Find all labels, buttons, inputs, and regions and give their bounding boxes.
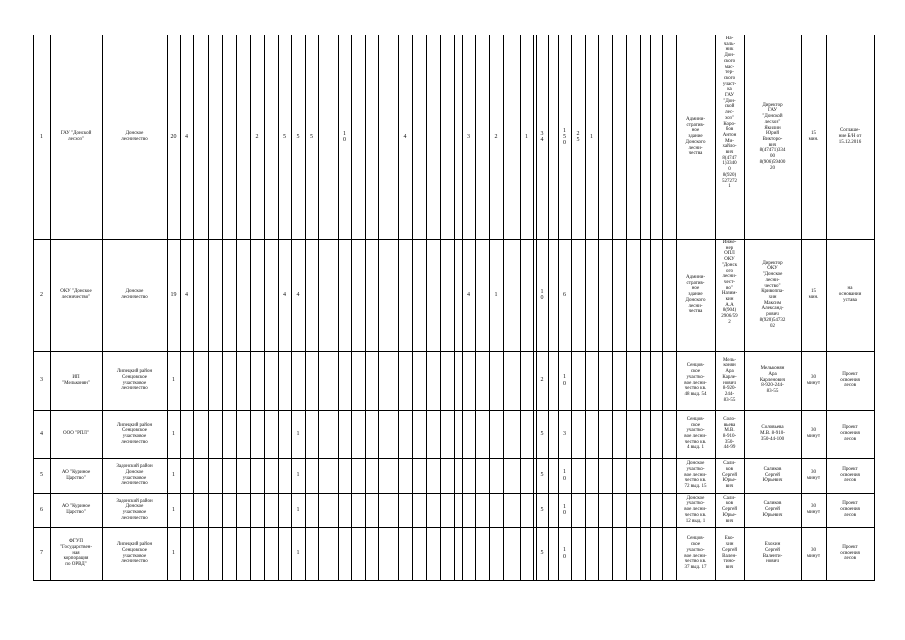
row-3-forestry: Липецкий район Сенцовское участковое лесничество <box>116 369 153 392</box>
row-3-value: 1 0 <box>563 374 566 387</box>
row-1-organization: ГАУ "Донской лесхоз" <box>60 131 92 142</box>
row-1-value: 3 <box>467 133 470 140</box>
row-3-location: Сенцов- ское участко- вое лесни- чество кв. 48 выд. 54 <box>684 363 707 397</box>
row-6-value: 1 0 <box>563 503 566 516</box>
row-6-organization: АО "Куриное Царство" <box>61 504 91 515</box>
grid-vertical-line <box>318 35 319 580</box>
row-5-value: 5 <box>540 472 544 479</box>
row-4-basis: Проект освоения лесов <box>840 425 860 442</box>
row-6-director: Саликов Сергей Юрьевич <box>762 501 783 518</box>
row-5-basis: Проект освоения лесов <box>840 466 860 484</box>
grid-vertical-line <box>378 35 379 580</box>
row-7-value: 5 <box>540 550 544 557</box>
row-1-location: Админи- стратив- ное здание Донского лесни- чества <box>685 117 706 157</box>
row-4-responsible: Соло- вьева М.В. 8-910- 350- 44-99 <box>722 416 737 451</box>
row-1-value: 4 <box>185 133 188 140</box>
grid-vertical-line <box>662 35 663 580</box>
grid-vertical-line <box>475 35 476 580</box>
row-1-value: 5 <box>310 133 313 140</box>
grid-vertical-line <box>650 35 651 580</box>
row-1-value: 1 5 0 <box>563 127 566 147</box>
row-4-location: Сенцов- ское участко- вое лесни- чество кв. 4 выд. 1 <box>684 416 707 451</box>
row-7-organization: ФГУП "Государствен- ная корпорация по ОРВД" <box>59 539 92 568</box>
row-1-value: 2 5 <box>576 130 580 143</box>
row-2-number: 2 <box>40 291 43 298</box>
row-1-value: 2 <box>255 133 259 140</box>
row-2-director: Директор ОКУ "Донское лесни- чество" Кривоппа- хин Максим Александ- рович 8(920)54732 02 <box>759 260 786 329</box>
row-1-director: Директор ГАУ "Донской лесхоз" Якилин Юрий Викторо- вич 8(47471)334 00 8(906)59400 20 <box>759 102 786 171</box>
row-4-value: 3 <box>563 430 566 437</box>
row-3-value: 2 <box>540 377 544 384</box>
row-7-director: Ехохин Сергей Валенти- нович <box>762 542 783 565</box>
row-1-value: 5 <box>296 133 300 140</box>
row-2-value: 4 <box>185 291 188 298</box>
row-5-location: Донское участко- вое лесни- чество кв. 72 выд. 15 <box>684 461 707 490</box>
grid-vertical-line <box>365 35 366 580</box>
row-4-time: 30 минут <box>806 428 821 439</box>
row-7-value: 1 <box>172 550 175 557</box>
row-1-value: 20 <box>170 133 177 140</box>
row-4-organization: ООО "РПЛ" <box>63 431 89 437</box>
grid-vertical-line <box>236 35 237 580</box>
row-5-forestry: Задонский район Донское участковое лесничество <box>116 464 153 487</box>
grid-vertical-line <box>440 35 441 580</box>
grid-vertical-line <box>454 35 455 580</box>
grid-vertical-line <box>626 35 627 580</box>
row-2-responsible: Инже- нер ОПЛ ОКУ "Донск ого лесни- чест- во" Назим- кин А.А 8(904) 2906/59 2 <box>721 240 738 325</box>
row-7-responsible: Еко- хин Сергей Вален- тино- вич <box>722 536 737 570</box>
row-4-forestry: Липецкий район Сенцовское участковое лесничество <box>116 422 153 445</box>
row-5-number: 5 <box>40 472 43 479</box>
row-2-value: 4 <box>467 291 470 298</box>
row-6-forestry: Задонский район Донское участковое лесничество <box>116 498 153 521</box>
row-1-value: 1 <box>590 133 593 140</box>
row-4-value: 1 <box>296 430 300 437</box>
row-2-value: 4 <box>283 291 286 298</box>
row-7-forestry: Липецкий район Сенцовское участковое лесничество <box>116 542 153 565</box>
row-1-basis: Соглаше- ние Б/Н от 15.12.2016 <box>838 128 862 145</box>
row-5-time: 30 минут <box>806 469 821 481</box>
grid-vertical-line <box>612 35 613 580</box>
row-1-forestry: Донское лесничество <box>121 131 148 142</box>
row-7-value: 1 0 <box>563 547 566 560</box>
row-3-value: 1 <box>172 377 175 384</box>
grid-vertical-line <box>222 35 223 580</box>
row-4-value: 1 <box>172 430 175 437</box>
row-7-basis: Проект освоения лесов <box>840 544 860 562</box>
row-3-time: 30 минут <box>806 374 821 386</box>
row-1-value: 3 4 <box>540 130 544 143</box>
row-2-organization: ОКУ "Донское лесничество" <box>60 289 92 300</box>
row-2-value: 1 <box>494 291 498 298</box>
row-2-value: 1 0 <box>540 288 544 301</box>
grid-vertical-line <box>208 35 209 580</box>
row-5-value: 1 <box>296 472 300 479</box>
grid-vertical-line <box>264 35 265 580</box>
grid-vertical-line <box>548 35 549 580</box>
row-1-value: 5 <box>283 133 286 140</box>
row-1-value: 1 0 <box>343 130 346 143</box>
row-2-value: 19 <box>170 291 177 298</box>
row-2-value: 4 <box>296 291 300 298</box>
row-4-director: Соловьева М.В. 8-910- 350-44-100 <box>760 425 785 442</box>
row-2-value: 6 <box>563 291 566 298</box>
row-5-director: Саликов Сергей Юрьевич <box>762 466 783 484</box>
row-7-time: 30 минут <box>806 547 821 559</box>
row-1-responsible: На- чаль- ник Дон- ского мас- тер- ского участ- ка ГАУ "Дон- ской лес- хоз" Коро- бов Антон Ми- хайло- вич 8(4747 1)3340 0 8(920) 527272 1 <box>722 36 737 190</box>
row-4-number: 4 <box>40 430 43 437</box>
row-7-number: 7 <box>40 550 43 557</box>
row-3-number: 3 <box>40 377 43 384</box>
row-1-time: 15 мин. <box>808 131 819 142</box>
row-1-value: 2 <box>494 133 498 140</box>
row-6-responsible: Сали- ков Сергей Юрье- вич <box>722 495 737 524</box>
grid-vertical-line <box>193 35 194 580</box>
row-5-responsible: Сали- ков Сергей Юрье- вич <box>722 461 737 490</box>
row-7-value: 1 <box>296 550 300 557</box>
grid-vertical-line <box>533 35 534 580</box>
grid-vertical-line <box>503 35 504 580</box>
row-5-value: 1 <box>172 472 175 479</box>
row-1-value: 4 <box>403 133 407 140</box>
grid-horizontal-line <box>33 580 875 581</box>
grid-vertical-line <box>598 35 599 580</box>
row-4-value: 5 <box>540 430 544 437</box>
row-3-organization: ИП "Мельконян" <box>62 374 90 386</box>
row-6-value: 1 <box>296 506 300 513</box>
row-5-value: 1 0 <box>563 469 566 482</box>
grid-vertical-line <box>351 35 352 580</box>
row-3-responsible: Мель- конян Ара Карле- нович 8-920- 244- 83-55 <box>722 357 737 403</box>
grid-vertical-line <box>874 35 875 580</box>
row-1-value: 1 <box>525 133 528 140</box>
row-6-value: 5 <box>540 506 544 513</box>
row-6-location: Донское участко- вое лесни- чество кв. 12 выд. 1 <box>684 495 707 524</box>
row-7-location: Сенцов- ское участко- вое лесни- чество кв. 37 выд. 17 <box>684 536 707 570</box>
grid-vertical-line <box>640 35 641 580</box>
row-3-director: Мельконян Ара Карленович 8-920-244- 83-55 <box>759 366 786 395</box>
grid-vertical-line <box>426 35 427 580</box>
row-6-basis: Проект освоения лесов <box>840 501 860 518</box>
grid-vertical-line <box>412 35 413 580</box>
row-6-time: 30 минут <box>806 504 821 515</box>
row-2-basis: на основании устава <box>838 286 862 303</box>
row-1-number: 1 <box>40 133 43 140</box>
row-3-basis: Проект освоения лесов <box>840 371 860 389</box>
row-6-value: 1 <box>172 506 175 513</box>
row-6-number: 6 <box>40 506 43 513</box>
row-2-location: Админи- стратив- ное здание Донского лесни- чества <box>685 275 706 315</box>
row-2-time: 15 мин. <box>808 289 819 300</box>
row-2-forestry: Донское лесничество <box>121 289 148 300</box>
row-5-organization: АО "Куриное Царство" <box>61 469 91 481</box>
